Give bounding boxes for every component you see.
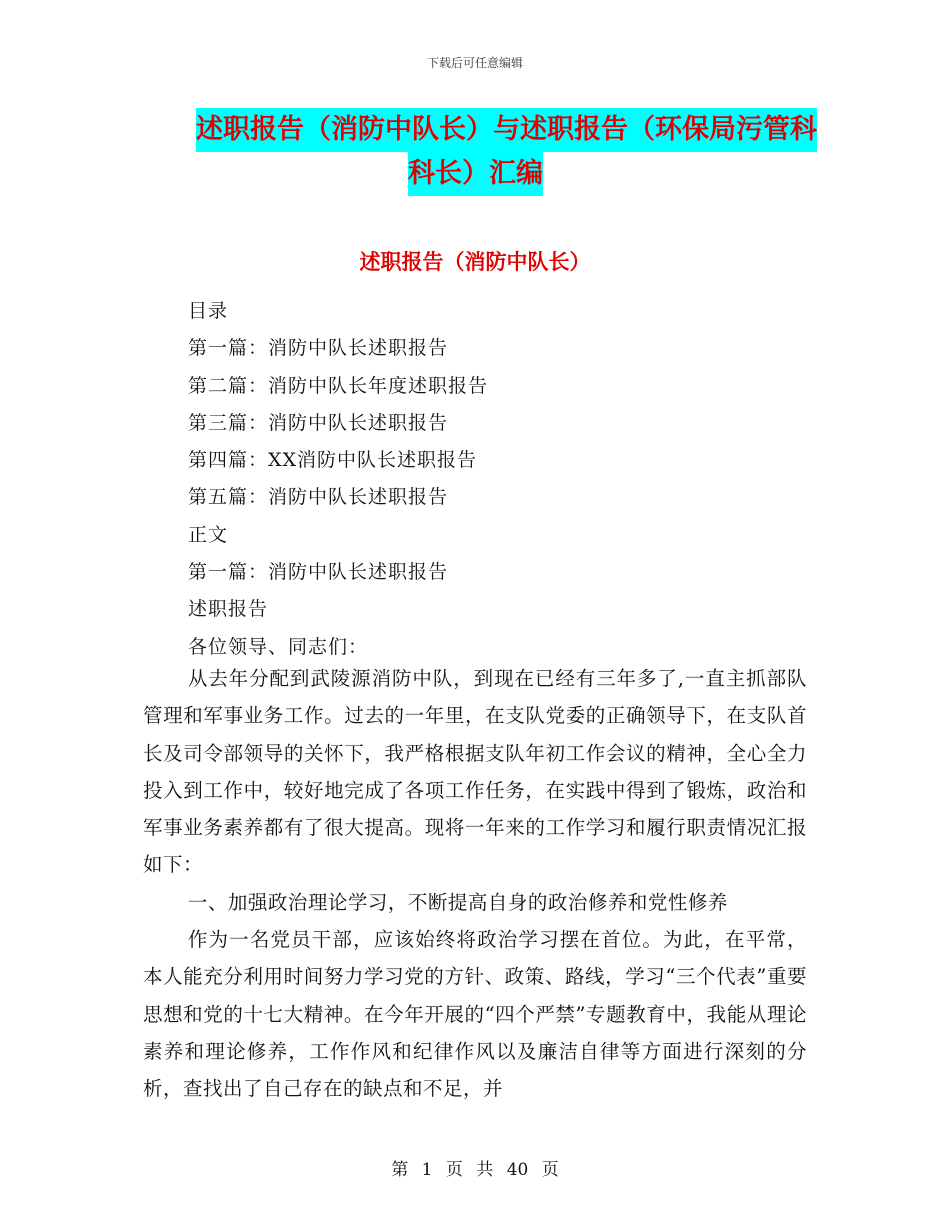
- toc-item: 第四篇：XX消防中队长述职报告: [188, 449, 478, 472]
- table-of-contents: [188, 293, 488, 666]
- toc-item: 第二篇：消防中队长年度述职报告: [188, 374, 489, 397]
- paragraph: 从去年分配到武陵源消防中队，到现在已经有三年多了,一直主抓部队管理和军事业务工作。过去的一年里，在支队党委的正确领导下，在支队首长及司令部领导的关怀下，我严格根据支队年初工作会议的精神，全心全力投入到工作中，较好地完成了各项工作任务，在实践中得到了锻炼，政治和军事业务素养都有了很大提高。现将一年来的工作学习和履行职责情况汇报如下：: [143, 667, 807, 877]
- page-footer: 第 1 页 共 40 页: [391, 1160, 559, 1180]
- chapter-title: 第一篇：消防中队长述职报告: [188, 561, 449, 584]
- document-title-line-1: 述职报告（消防中队长）与述职报告（环保局污管科: [196, 108, 817, 152]
- salutation: 各位领导、同志们：: [188, 635, 369, 658]
- section-heading: 一、加强政治理论学习，不断提高自身的政治修养和党性修养: [187, 890, 728, 914]
- report-body: [143, 660, 807, 1108]
- report-label: 述职报告: [188, 598, 269, 621]
- document-title-line-2: 科长）汇编: [408, 152, 543, 196]
- toc-item: 第一篇：消防中队长述职报告: [188, 337, 449, 360]
- header-note: 下载后可任意编辑: [426, 56, 523, 70]
- toc-heading: 目录: [188, 300, 229, 322]
- toc-item: 第三篇：消防中队长述职报告: [188, 411, 449, 434]
- toc-item: 第五篇：消防中队长述职报告: [188, 486, 449, 509]
- body-heading: 正文: [188, 523, 229, 546]
- paragraph: 作为一名党员干部，应该始终将政治学习摆在首位。为此，在平常，本人能充分利用时间努力学习党的方针、政策、路线，学习“三个代表”重要思想和党的十七大精神。在今年开展的“四个严禁”专题教育中，我能从理论素养和理论修养，工作作风和纪律作风以及廉洁自律等方面进行深刻的分析，查找出了自己存在的缺点和不足，并: [143, 928, 807, 1101]
- section-title: 述职报告（消防中队长）: [359, 250, 591, 274]
